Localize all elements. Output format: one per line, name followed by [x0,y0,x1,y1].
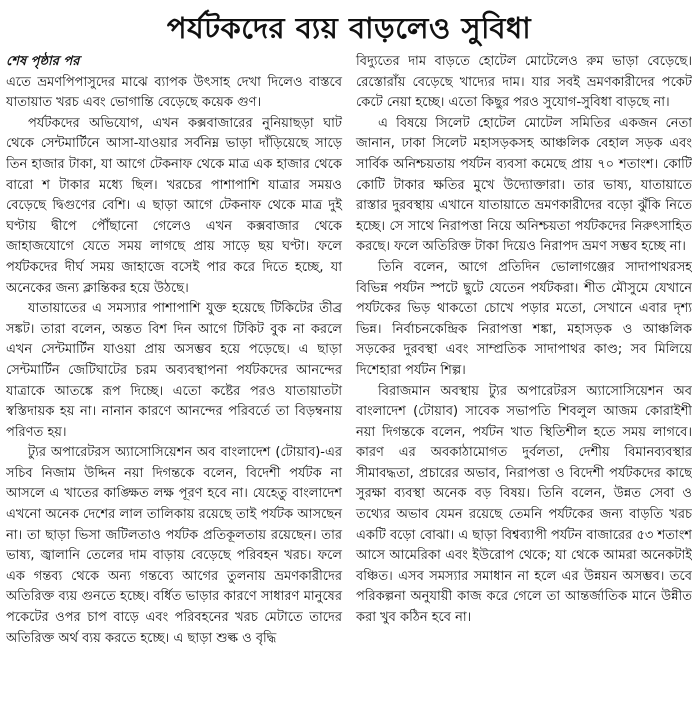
article-body [6,52,692,720]
article-paragraph: পর্যটকদের অভিযোগ, এখন কক্সবাজারের নুনিয়াছড়া ঘাট থেকে সেন্টমার্টিনে আসা-যাওয়ার সর্বনিম্ন ভাড়া দাঁড়িয়েছে সাড়ে তিন হাজার টাকা, যা আগে টেকনাফ থেকে মাত্র এক হাজার থেকে বারো শ টাকার মধ্যে ছিল। খরচের পাশাপাশি যাত্রার সময়ও বেড়েছে দ্বিগুণের বেশি। এ ছাড়া আগে টেকনাফ থেকে মাত্র দুই ঘণ্টায় দ্বীপে পৌঁছানো গেলেও এখন কক্সবাজার থেকে জাহাজযোগে যেতে সময় লাগছে প্রায় সাড়ে ছয় ঘণ্টা। ফলে পর্যটকদের দীর্ঘ সময় জাহাজে বসেই পার করে দিতে হচ্ছে, যা অনেকের জন্য ক্লান্তিকর হয়ে উঠছে। [6,115,342,296]
article-paragraph: যাতায়াতের এ সমস্যার পাশাপাশি যুক্ত হয়েছে টিকিটের তীব্র সঙ্কট। তারা বলেন, অন্তত বিশ দিন আগে টিকিট বুক না করলে এখন সেন্টমার্টিন যাওয়া প্রায় অসম্ভব হয়ে পড়েছে। এ ছাড়া সেন্টমার্টিন জেটিঘাটের চরম অব্যবস্থাপনা পর্যটকদের আনন্দের যাত্রাকে আতঙ্কে রূপ দিচ্ছে। এতো কষ্টের পরও যাতায়াতটা স্বস্তিদায়ক হয় না। নানান কারণে আনন্দের পরিবর্তে তা বিড়ম্বনায় পরিণত হয়। [6,301,342,440]
article-paragraph: বিরাজমান অবস্থায় ট্যুর অপারেটরস অ্যাসোসিয়েশন অব বাংলাদেশ (টোয়াব) সাবেক সভাপতি শিবলুল আজম কোরাইশী নয়া দিগন্তকে বলেন, পর্যটন খাত স্থিতিশীল হতে সময় লাগবে। কারণ এর অবকাঠামোগত দুর্বলতা, দেশীয় বিমানব্যবস্থার সীমাবদ্ধতা, প্রচারের অভাব, নিরাপত্তা ও বিদেশী পর্যটকদের কাছে সুরক্ষা ব্যবস্থা অনেক বড় বিষয়। তিনি বলেন, উন্নত সেবা ও তথ্যের অভাব যেমন রয়েছে তেমনি পর্যটকের জন্য বাড়তি খরচ একটি বড়ো বোঝা। এ ছাড়া বিশ্বব্যাপী পর্যটন বাজারের ৫৩ শতাংশ আসে আমেরিকা এবং ইউরোপ থেকে; যা থেকে আমরা অনেকটাই বঞ্চিত। এসব সমস্যার সমাধান না হলে এর উন্নয়ন অসম্ভব। তবে পরিকল্পনা অনুযায়ী কাজ করে গেলে তা আন্তর্জাতিক মানে উন্নীত করা খুব কঠিন হবে না। [356,383,692,626]
article-paragraph: বিদ্যুতের দাম বাড়তে হোটেল মোটেলেও রুম ভাড়া বেড়েছে। রেস্তোরাঁয় বেড়েছে খাদ্যের দাম। যার সবই ভ্রমণকারীদের পকেট কেটে নেয়া হচ্ছে। এতো কিছুর পরও সুযোগ-সুবিধা বাড়ছে না। [356,54,692,111]
continued-label: শেষ পৃষ্ঠার পর [6,54,80,69]
article-paragraph: ট্যুর অপারেটরস অ্যাসোসিয়েশন অব বাংলাদেশ (টোয়াব)-এর সচিব নিজাম উদ্দিন নয়া দিগন্তকে বলেন, বিদেশী পর্যটক না আসলে এ খাতের কাঙ্ক্ষিত লক্ষ পূরণ হবে না। যেহেতু বাংলাদেশ এখনো অনেক দেশের লাল তালিকায় রয়েছে তাই পর্যটক আসছেন না। তা ছাড়া ভিসা জটিলতাও পর্যটক প্রতিকূলতায় রয়েছেন। তার ভাষ্য, জ্বালানি তেলের দাম বাড়ায় বেড়েছে পরিবহন খরচ। ফলে এক গন্তব্য থেকে অন্য গন্তব্যে আগের তুলনায় ভ্রমণকারীদের অতিরিক্ত ব্যয় গুনতে হচ্ছে। বর্ধিত ভাড়ার কারণে সাধারণ মানুষের পকেটের ওপর চাপ বাড়ে এবং পরিবহনের খরচ মেটাতে তাদের অতিরিক্ত অর্থ ব্যয় করতে হচ্ছে। এ ছাড়া শুল্ক ও বৃদ্ধি [6,445,342,646]
article-paragraph: এ বিষয়ে সিলেট হোটেল মোটেল সমিতির একজন নেতা জানান, ঢাকা সিলেট মহাসড়কসহ আঞ্চলিক বেহাল সড়ক এবং সার্বিক অনিশ্চয়তায় পর্যটন ব্যবসা কমেছে প্রায় ৭০ শতাংশ। কোটি কোটি টাকার ক্ষতির মুখে উদ্যোক্তারা। তার ভাষ্য, যাতায়াতে রাস্তার দুরবস্থায় এখানে যাতায়াতে ভ্রমণকারীদের বড়ো ঝুঁকি নিতে হচ্ছে। সে সাথে নিরাপত্তা নিয়ে অনিশ্চয়তা পর্যটকদের নিরুৎসাহিত করছে। ফলে অতিরিক্ত টাকা দিয়েও নিরাপদ ভ্রমণ সম্ভব হচ্ছে না। [356,115,692,255]
article-headline: পর্যটকদের ব্যয় বাড়লেও সুবিধা [166,11,532,45]
article-paragraph: এতে ভ্রমণপিপাসুদের মাঝে ব্যাপক উৎসাহ দেখা দিলেও বাস্তবে যাতায়াত খরচ এবং ভোগান্তি বেড়েছে কয়েক গুণ। [6,74,342,111]
article-column-left [6,52,346,720]
article-column-right [352,52,692,720]
article-paragraph: তিনি বলেন, আগে প্রতিদিন ভোলাগঞ্জের সাদাপাথরসহ বিভিন্ন পর্যটন স্পটে ছুটে যেতেন পর্যটকরা। শীত মৌসুমে যেখানে পর্যটকের ভিড় থাকতো চোখে পড়ার মতো, সেখানে এবার দৃশ্য ভিন্ন। নির্বাচনকেন্দ্রিক নিরাপত্তা শঙ্কা, মহাসড়ক ও আঞ্চলিক সড়কের দুরবস্থা এবং সাম্প্রতিক সাদাপাথর কাণ্ড; সব মিলিয়ে দিশেহারা পর্যটন শিল্প। [356,259,692,378]
